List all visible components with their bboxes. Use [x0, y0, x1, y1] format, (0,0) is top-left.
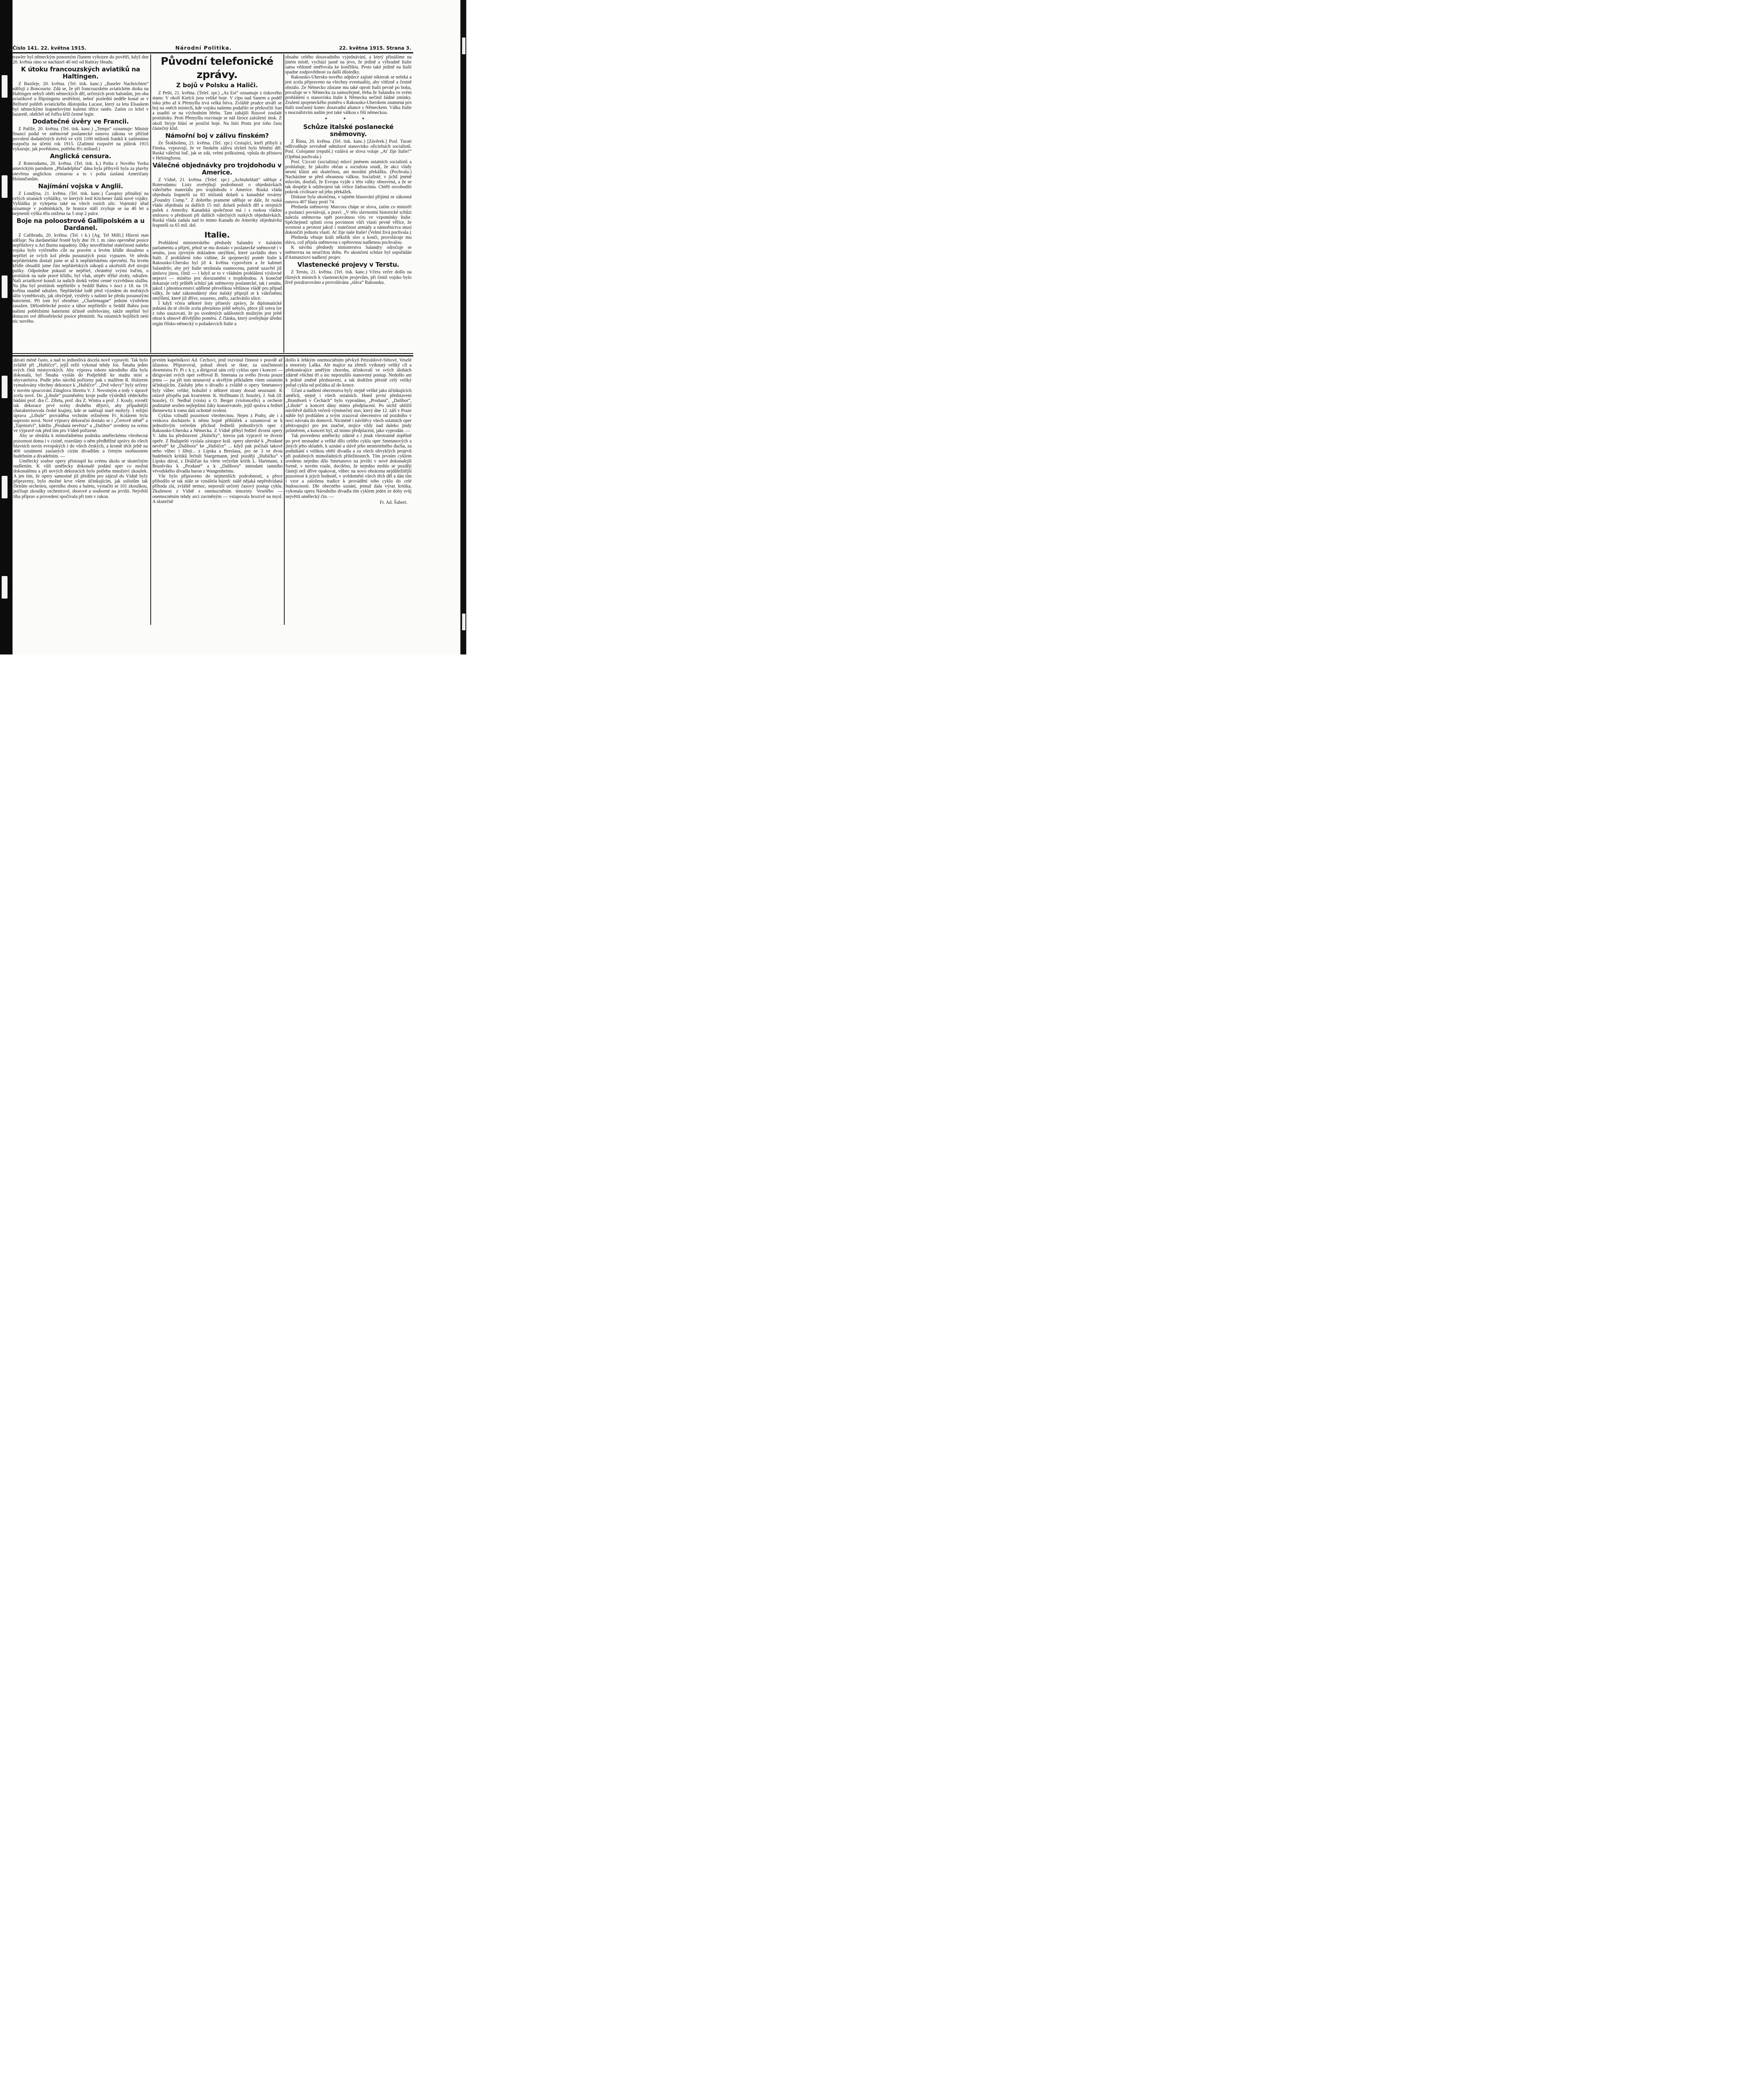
column-1: [13, 55, 149, 352]
column-divider: [284, 357, 285, 625]
feuilleton-text: Tak provedeno umělecky zdárně a i jinak všestranně úspěšně po prvé nesnadné a veliké dílo celého cyklu oper Smetanových a jiných jeho skladeb, k uznání a slávě jeho nesmrtelného ducha, za podnikání s velikou obětí divadla a za všech obvyklých projevů při podobných mimořádných příležitostech. Tím prvním cyklem uvedeno nejedno dílo Smetanovo na jevišti v nové dokonalejší formě, v novém rouše, dociléno, že nejedno mohlo se později částeji než dříve opakovat, vůbec na novo obrácena nejdůležitější pozornost k jejich hodnotě, v uvědomění všech těch děl a dán tím i vzor a založena tradice k provádění toho cyklu do celé budoucnosti. Dle obecného uznání, jemuž dala výraz kritika, vykonala opera Národního divadla tím cyklem jeden ze doby svůj největší umělecký čin. —: [286, 433, 412, 499]
article-chamber-2: Posl. Ciccoti (socialista) mluví jménem ostatních socialistů a prohlašuje, že jakožto občan a socialista soudí, že akci vlády nesmí klásti ani skutečnou, ani morální překážku. (Pochvala.) Nacházíme se před obrannou válkou. Socialisté, v jichž jméně mluvím, doufali, že Evropa vyjde z této války obnovená, a že se tak dospěje k odzbrojení tak velice žádoucímu. Chtěli osvobodíti pokrok civilisace od jeho překážek.: [285, 159, 412, 195]
issue-number: Číslo 141. 22. května 1915.: [13, 45, 86, 51]
feuilleton-text: došlo k lehkým onemocněním pěvkyň Petzoldové-Sittové, Veselé a tenoristy Laška. Ale majíce na zřeteli vytknutý veliký cíl a překonávajíce umělým chorobu, účinkovali ve svých úlohách zdárně všichni tři a nic neporušilo stanovený postup. Nedošlo ani k jediné změně představení, a tak dodržen přesně celý veliký pořad cyklu od počátku až do konce.: [286, 358, 412, 388]
article-recruitment: Z Londýna, 21. května. (Tel. tisk. kanc.) Časopisy přinášejí na celých stranách vyhlášky, ve kterých lord Kitchener žádá nové vojáky. Vyhláška je vylepena také na všech rozích ulic. Vojenský úřad oznamuje v podmínkách, že hranice stáří zvyšuje se na 40 let a nejmenší výška těla snížena na 5 stop 2 palce.: [13, 191, 149, 217]
article-poland-galicia: Z Pešti, 21. května. (Telef. zpr.) „Az Est“ oznamuje z tiskového stanu: V okolí Kielců jsou veliké boje. V cípu nad Sanem a podél toku jeho až k Přemyšlu trvá velká bitva. Zvláště prudce utváří se boj na oněch místech, kde vojsku našemu podařilo se překročiti San a usaditi se na východním břehu. Tam zahájili Rusové zoufalé protiútoky. Proti Přemyšlu rozvinuje se náš široce založený útok. Z okolí Stryje hlásí se posiční boje. Na linii Prutu jest toho času částečný klid.: [152, 91, 282, 131]
article-war-orders: Z Vídně, 21. května. (Telef. zpr.) „Achtuhrblatt“ sděluje z Roterodamu: Listy uveřejňují podrobnosti o objednávkách válečného materiálu pro trojdohodu v Americe. Ruská vláda objednala šrapnelů za 83 milionů dolarů u kanadské továrny „Foundry Comp.“. Z dobrého pramene sděluje se dále, že ruská vláda objednala za dalších 15 mil. dolarů polních děl a strojních pušek z Ameriky. Kanadská společnost má i s ruskou vládou smlouvu o přednosti při dalších válečných ruských objednávkách. Ruská vláda zadala nad to mimo Kanadu do Ameriky objednávku šrapnelů za 65 mil. dol.: [152, 177, 282, 228]
feuilleton-text: Umělecký soubor opery přistoupil ku svému úkolu se skutečným nadšením. K vůli umělecky dokonalé podání oper co možná dokonalému a při nových dekoracích bylo potřeba množství zkoušek. A jen tím, že opery samostné již předtím pro zájezd do Vídně byly připraveny, bylo možné krve všem účinkujícím, jak solistům tak členům orchestru, operního sboru a baletu, vystačiti se 101 zkouškou, počítaje zkoušky orchestrové, sborové a souborné na jevišti. Největší tíha příprav a provedení spočívala při tom v rukou: [13, 458, 148, 499]
newspaper-title: Národní Politika.: [175, 45, 232, 51]
article-naval-battle: Ze Štokholmu, 21. května. (Tel. zpr.) Cestující, kteří přibyli z Finska, vypravují, že ve finském zálivu slyšeti bylo hřmění děl. Ruská válečná loď, jak se zdá, velmi poškozená, vplula do přístavu v Helsingforsu.: [152, 140, 282, 161]
article-italy-1: Prohlášení ministerského předsedy Salandry v italském parlamentu a přijetí, jehož se mu dostalo v poslanecké sněmovně i v senátu, jsou zjevným dokladem smýšlení, které zavládlo dnes v Italii. Z prohlášení toho vidíme, že spojenecký poměr Italie k Rakousko-Uhersku byl již 4. května vypovězen a že kabinet Salandrův, aby prý Italie nezůstala osamocena, patrně uzavřel již úmluvu jinou, čímž — i když se to v vládním prohlášení výslovně nepraví — míněno jest dorozumění s trojdohodou. A konečně dokazuje celý průběh schůzí jak sněmovny poslanecké, tak i senátu, jakož i plnomocenství udělené převelikou většinou vládě pro případ války, že také zákonodárný sbor italský připojil se k válečnému smýšlení, které již dříve, souzeno, znělo, zachvátilo ulice.: [152, 240, 282, 301]
page-date-number: 22. května 1915. Strana 3.: [339, 45, 411, 51]
headline-france-credits: Dodatečné úvěry ve Francii.: [32, 117, 129, 125]
scan-binding-edge: [0, 0, 13, 654]
article-italy-3: obsahu celého dosavadního vyjednávání, a který přinášíme na jiném místě, vychází jasně na jevo, že jedině a výhradně Italie sama vědomě směřovala ke konfliktu. Proto také jedině na Italii spadne zodpovědnost za další důsledky.: [285, 55, 412, 75]
article-chamber-1: Z Říma, 20. května. (Tel. tisk. kanc.) [Závěrek.] Posl. Turati odůvodňuje zevrubně odmítavé stanovisko oficielních socialistů. Posl. Colojanni (republ.) vzdává se slova volaje „Ať žije Italie!“ (Opětná pochvala.): [285, 139, 412, 159]
headline-trieste: Vlastenecké projevy v Terstu.: [297, 261, 399, 269]
feuilleton-text: Cyklus vzbudil pozornost všeobecnou. Nejen z Prahy, ale i z venkova docházelo k němu hojně přihlášek a oznamoval se k jednotlivým večerům příchod ředitelů jednotlivých oper z Rakousko-Uherska a Německa. Z Vídně přibyl ředitel dvorní opery V. Jahn ku představení „Hubičky“, kterou pak vypravil ve dvorní opeře. Z Budapešti vyslala zástupce král. opery uherské k „Prodané nevěstě“ ke „Dalibora“ ke „Hubičce“ ... když pak počítali takové nebo vůbec i šířeji... z Lipska a Breslaua, pro ne 3 ve dvou hudebních kritiků řečnili Staegemann, jenž později „Hubičku“ v Lipsku dával, z Drážďan ku všem večerům kritik L. Hartmann, z Brunšviku k „Prodané“ a k „Daliboru“ intendant tamního vévodského divadla baron z Wangenheimu.: [152, 413, 283, 474]
article-chamber-4: Předseda sněmovny Marcora chápe se slova, zatím co ministři a poslanci povstávají, a praví: „V této slavnostní historické schůzi nalezla sněmovna opět posvátnou víru ve vzpomínky Italie. Spěchejmež splniti svou povinnost vůči vlasti pevně věříce, že svornost a pevnost jakož i statečnost armády a námořnictva musí dokončiti jednotu vlasti. Ať žije naše Italie! (Velmi živá pochvala.): [285, 205, 412, 235]
article-censorship: Z Roterodamu, 20. května. (Tel. tisk. k.) Pošta z Nového Yorku americkým parníkem „Philadelphia“ dána byla přibyvší byla za plavby otevřena anglickou censurou a to i pošta zaslaná Američany Holanďanům.: [13, 161, 149, 182]
headline-italian-chamber: Schůze italské poslanecké sněmovny.: [303, 123, 394, 138]
page-header: [13, 45, 411, 52]
feuilleton-rule: [12, 355, 413, 356]
headline-war-orders: Válečné objednávky pro trojdohodu v Americe.: [152, 162, 282, 177]
column-2: [152, 55, 282, 352]
headline-recruitment: Najímání vojska v Anglii.: [38, 182, 123, 190]
headline-poland-galicia: Z bojů v Polsku a Haliči.: [176, 82, 258, 89]
feuilleton-text: Účast a nadšení obecenstva byly stejně veliké jako účinkujících umělců, stejně i všech ostatních. Hned první představení „Braniborů v Čechách“ bylo vyprodáno, „Prodaná“, „Dalibor“, „Libuše“ a koncert dány mimo předplacení. Po nichž ubližil návštěvě dalších večerů výminečný stav, který dne 12. září v Praze náhle byl prohlášen a svým zrazoval obecenstvo od pozdního v noci návratu do domovů. Nicméně i návštěvy všech ostatních oper překvapující pro jen značné, stojíce vždy nad daleko jindy průměrem, a koncert byl, až mimo předplacení, jako vyprodán. —: [286, 388, 412, 434]
section-masthead: Původní telefonické zprávy.: [161, 55, 273, 81]
feuilleton-text: Vše bylo připraveno do nejmenších podrobností, a přece přihodilo se tak stále se vznášela bázeň: stálé nějaká nepředvídaná příhoda zlá, zvláště nemoc, neporuší určený časový postup cyklu. Zkušenost z Vídně s onemocněním tenoristy Veselého — onemocněním tehdy arci zaviněným — vstupovala hrozivě na mysl. A skutečně: [152, 474, 283, 504]
article-chamber-6: K návrhu předsedy ministerstva Salandry odročuje se sněmovna na neurčitou dobu. Po ukončení schůze byl uspořádán d'Annunziovi nadšený projev.: [285, 245, 412, 260]
section-separator: * * *: [325, 117, 372, 122]
column-divider: [150, 357, 151, 625]
feuilleton-column-2: [152, 358, 283, 625]
headline-gallipoli: Boje na poloostrově Gallipolském a u Dardanel.: [16, 217, 145, 232]
feuilleton-text: prvním kapelníkovi Ad. Čechovi, jenž rozvinul činnost v pravdě až úžasnou. Připravoval, pokud sborů se tkne, za součinnosti sbormistra Fr. Pi c k y, a dirigoval sám celý cyklus oper i koncert — dirigování svých oper svěřoval B. Smetana za svého života pouze jemu — jsa při tom neunavný a skvělým příkladem všem ostatním účinkujícím. Zásluhy jeho o divadlo a zvláště o opery Smetanovy byly vůbec veliké, bohužel s některé strany dosud neuznané. K oslavě přispěla pak kvartetem: K. Hoffmann (I. housle), J. Suk (II. housle), O. Nedbal (viola) a O. Berger (violoncello) a orchestr podstatně sesílen nejlepšími žáky konservatoře, jejíž správa a ředitel Bennewitz k tomu dali ochotně svolení.: [152, 358, 283, 413]
header-rule: [12, 52, 413, 53]
column-3: [285, 55, 412, 352]
feuilleton-text: Aby se obrátila k mimořádnému podniku uměleckému všeobecná pozornost doma i v cizině, rozeslány o něm předběžné zprávy do všech hlavních novin evropských i do všech českých, a kromě těch ještě na 400 oznámení zaslaných cizím divadlům a četným osobnostem hudebním a divadelním. —: [13, 433, 148, 459]
headline-naval-battle: Námořní boj v zálivu finském?: [165, 131, 269, 139]
feuilleton-rule: [12, 353, 413, 354]
article-gallipoli: Z Cařihradu, 20. května. (Tel. t k.) [Ag. Tel Milli.] Hlavní stan sděluje: Na dardanelské frontě byly dne 19. t. m. ráno opevněné posice nepřítelovy u Ari Burnu napadeny. Díky neuvěřitelné statečnosti našeho vojska bylo vytčeného cíle na pravém a levém křídle dosaženo a nepřítel ze svých kol předu posunutých posic vypuzen. Ve středu nepřátelském dostali jsme se až k nepřátelskému opevnění. Na levém křídle obsadili jsme část nepřátelských zákopů a ukořistili dvě strojní pušky. Odpoledne pokusil se nepřítel, chráněný svými loďmi, o protiútok na naše pravé křídlo, byl však, utrpěv těžké ztráty, odražen. Naši aviatikové konali za našich útoků velmi cenné vyzvědnou službu. Na jihu byl protiútok nepřítelův u Seddil Bahru v noci z 18. na 19. května snadně odražen. Nepřátelské lodě před výzedem do mořských úžin vyměňovaly, jak obyčejně, výstřely s našimi ke předu posunutými bateriemi. Při tom byl obrněnec „Charlemagne“ jedním výstřelem zasažen. Dělostřelecké posice a tábor nepřítelův u Seddil Bahru jsou našimi pobřežními bateriemi účinně ostřelovány, takže nepřítel byl donucen své dělostřelecké posice přemístit. Na ostatních bojištích není nic nového.: [13, 233, 149, 324]
headline-censorship: Anglická censura.: [50, 152, 111, 160]
feuilleton-text: dávati méně často, a nad to jednotlivá docela nově vypraviti. Tak bylo zvláště při „Hubičce“, jejíž režií vykonal tehdy Jos. Šmaha jeden svých činů mistrovských. Aby výprava tohoto národního díla byla dokonalá, byl Šmaha vyslán do Podještědí ke studiu míst a obyvatelstva. Podle jeho návrhů pořízeny pak s malířem R. Holzrem vymalovány všechny dekorace k „Hubičce“. „Dvě vdovy“ byly určeny v novém spracování Zünglova libretta V. J. Novotným a tedy v úpravě zcela nové. Do „Libuše“ pozměněny kroje podle výsledků vědeckého bádání prof. dra Č. Zíbrta, prof. dra Z. Wintra a prof. J. Kouly, rovněž tak dekorace prvé scény druhého dějství, aby případnější charakterisovala české krajiny, kde se nalézají staré mohyly. I režijní úprava „Libuše“ prováděna vrchním režisérem Fr. Kolárem byla naprosto nová. Nové výpravy dekorační dostalo se i „Čertově stěně“ a „Tajemství“, kdežto „Prodaná nevěsta“ a „Dalibor“ uvedeny na scénu ve výpravě rok před tím pro Vídeň pořízené.: [13, 358, 148, 434]
headline-haltingen: K útoku francouzských aviatiků na Haltingen.: [21, 66, 140, 81]
article-italy-2: I když včera některé listy přinesly zprávy, že diplomatické jednání do té chvíle zcela přerušeno ještě nebylo, přece již sotva lze z toho usuzovati, že po uvedených událostech možným jest ještě obrat k obnově dřívějšího poměru. Z článku, který uveřejňuje úřední orgán říšsko-německý o požadavcích Italie a: [152, 301, 282, 326]
article-italy-4: Rakousko-Uhersko nového odpůrce zajisté nikterak se neleká a jest zcela připraveno na všechny eventuality, aby vítězně a čestně obstálo. Ze Německo zůstane mu také oproti Italii pevně po boku, považuje se v Německu za samozřejmé, třeba že Salandra ve svém prohlášení o stanovisku Italie k Německu nečinil žádné zmínky. Zrušení spojeneckého poměru s Rakousko-Uherskem znamená pro Italii současný konec dosavadní aliance s Německem. Válka Italie s mocnářstvím naším jest také válkou s říší německou.: [285, 75, 412, 116]
headline-italy: Italie.: [204, 230, 230, 240]
feuilleton-column-1: [13, 358, 148, 625]
column-divider: [283, 54, 284, 353]
article-tail: trawler byl německým ponorným člunem vyhozen do povětří, když dne 20. května ráno se nacházel 40 mil od Rattray Headu.: [13, 55, 149, 65]
scan-right-edge: [460, 0, 466, 654]
column-divider: [150, 54, 151, 353]
article-haltingen: Z Basileje, 20. května. (Tel. tisk. kanc.) „Baseler Nachrichten“ sdělují z Boncourtu: Zdá se, že při francouzském aviatickém útoku na Haltingen nebyli obětí německých děl, určených proti balonům, jen oba aviatikové u Hipsingenu sestřelení, neboť poslední neděle konal se v Belforté pohřeb aviatického důstojníka Lucase, který za letu Elsaskem byl německými šrapnelovými kulemi těžce raněn. Zatím co ležel v lazaretě, obdržel od Joffra kříž čestné legie.: [13, 81, 149, 117]
article-france-credits: Z Paříže, 20. května. (Tel. tisk. kanc.) „Temps“ oznamuje: Ministr financí podal ve sněmovně poslanecké osnovu zákona ve příčině povolení dodatečných úvěrů ve výši 1100 milionů franků k zatímnímu rozpočtu na účetní rok 1915. (Zatímní rozpočet na půlrok 1915 vykazuje, jak povědomo, potřebu 8½ miliard.): [13, 126, 149, 152]
article-chamber-5: Předseda věnuje králi několik slov a konči, provolávaje mu slávu, což přijala sněmovna s opětovnou nadšenou pochvalou.: [285, 235, 412, 245]
article-chamber-3: Diskuse byla ukončena, v tajném hlasování přijímá se zákonná osnova 407 hlasy proti 74.: [285, 195, 412, 205]
author-signature: Fr. Ad. Šubert.: [379, 500, 407, 505]
feuilleton-column-3: [286, 358, 412, 625]
article-trieste: Z Terstu, 21. května. (Tel. tisk. kanc.) Včera večer došlo na různých místech k vlasteneckým projevům, při čemž vojsko bylo živě pozdravováno a provolávána „sláva“ Rakousku.: [285, 270, 412, 285]
